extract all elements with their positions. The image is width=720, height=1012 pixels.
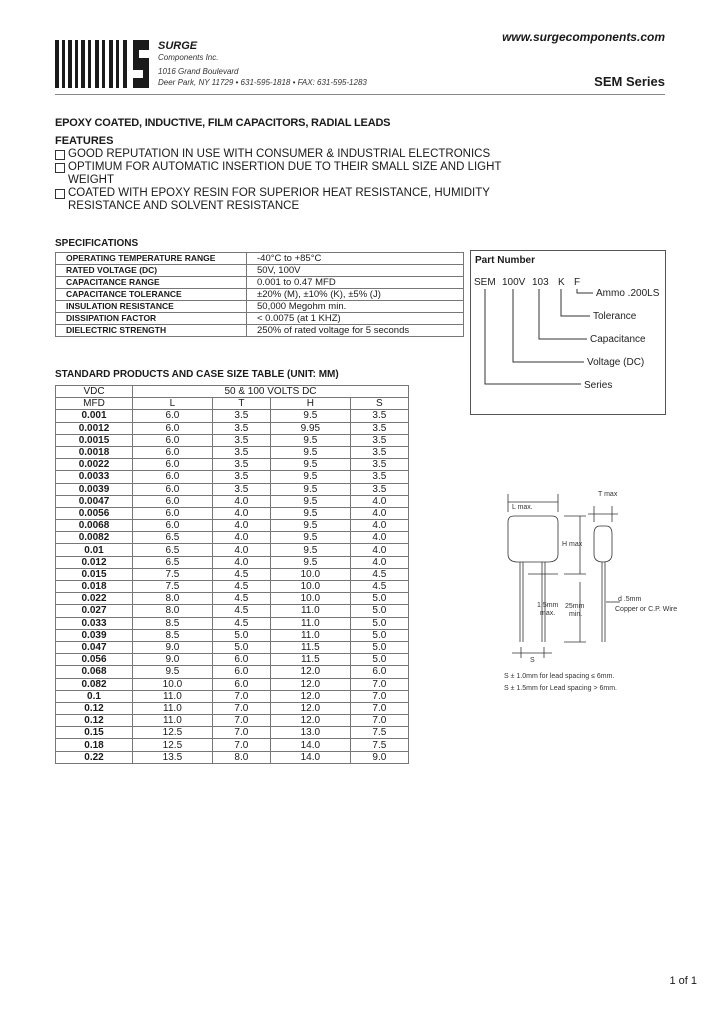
dimension-cell: 5.0 <box>350 593 408 605</box>
spec-value: < 0.0075 (at 1 KHZ) <box>247 313 464 325</box>
table-row <box>56 556 409 568</box>
dimension-cell: 5.0 <box>350 654 408 666</box>
surge-logo <box>55 40 151 88</box>
dimension-cell: 3.5 <box>212 446 270 458</box>
lead-spacing-label: S <box>530 657 535 664</box>
dimension-cell: 6.0 <box>133 434 213 446</box>
dimension-cell: 6.0 <box>133 495 213 507</box>
dimension-cell: 4.5 <box>350 568 408 580</box>
wire-material-label: Copper or C.P. Wire <box>615 606 678 613</box>
spec-label: DISSIPATION FACTOR <box>56 313 247 325</box>
spec-label: CAPACITANCE TOLERANCE <box>56 289 247 301</box>
capacitor-dimension-drawing <box>490 482 695 697</box>
dimension-cell: 4.5 <box>212 617 270 629</box>
table-row <box>56 739 409 751</box>
dimension-cell: 6.0 <box>133 483 213 495</box>
lead-length-label: 1.5mm <box>537 602 559 609</box>
page-number: 1 of 1 <box>669 975 697 987</box>
dimension-cell: 4.0 <box>212 532 270 544</box>
standard-table-heading: STANDARD PRODUCTS AND CASE SIZE TABLE (UNIT: MM) <box>55 369 339 380</box>
dimension-cell: 3.5 <box>350 410 408 422</box>
dimension-cell: 13.0 <box>270 727 350 739</box>
column-header: H <box>270 398 350 410</box>
t-max-label: T max <box>598 491 618 498</box>
mfd-cell: 0.01 <box>56 544 133 556</box>
mfd-cell: 0.012 <box>56 556 133 568</box>
table-row <box>56 666 409 678</box>
dimension-cell: 6.0 <box>133 471 213 483</box>
mfd-cell: 0.0047 <box>56 495 133 507</box>
dimension-cell: 3.5 <box>350 446 408 458</box>
dimension-cell: 6.0 <box>133 459 213 471</box>
spec-row <box>56 265 464 277</box>
table-row <box>56 446 409 458</box>
dimension-cell: 11.0 <box>270 617 350 629</box>
spec-label: CAPACITANCE RANGE <box>56 277 247 289</box>
dimension-cell: 9.5 <box>270 459 350 471</box>
mfd-cell: 0.18 <box>56 739 133 751</box>
mfd-cell: 0.068 <box>56 666 133 678</box>
mfd-cell: 0.082 <box>56 678 133 690</box>
dimension-cell: 8.0 <box>133 605 213 617</box>
column-header: T <box>212 398 270 410</box>
features-heading: FEATURES <box>55 135 114 147</box>
table-row <box>56 544 409 556</box>
dimension-cell: 12.0 <box>270 702 350 714</box>
table-row <box>56 690 409 702</box>
dimension-cell: 10.0 <box>133 678 213 690</box>
dimension-cell: 9.5 <box>270 544 350 556</box>
dimension-cell: 6.5 <box>133 556 213 568</box>
dimension-cell: 7.0 <box>212 702 270 714</box>
table-row <box>56 727 409 739</box>
table-row <box>56 715 409 727</box>
dimension-cell: 3.5 <box>212 422 270 434</box>
dimension-cell: 10.0 <box>270 593 350 605</box>
company-address: 1016 Grand Boulevard <box>158 67 239 76</box>
checkbox-icon <box>55 189 65 199</box>
part-number-box <box>470 250 666 415</box>
dimension-cell: 9.5 <box>270 507 350 519</box>
dimension-cell: 9.0 <box>350 751 408 763</box>
dimension-cell: 11.0 <box>270 605 350 617</box>
table-row <box>56 617 409 629</box>
table-row <box>56 605 409 617</box>
dimension-cell: 9.5 <box>133 666 213 678</box>
dimension-cell: 6.0 <box>133 507 213 519</box>
dimension-cell: 7.5 <box>350 739 408 751</box>
table-row <box>56 495 409 507</box>
code-tolerance: K <box>558 277 565 288</box>
series-title: SEM Series <box>594 74 665 89</box>
dimension-cell: 4.0 <box>212 544 270 556</box>
spec-label: OPERATING TEMPERATURE RANGE <box>56 253 247 265</box>
spec-value: 250% of rated voltage for 5 seconds <box>247 325 464 337</box>
dimension-cell: 13.5 <box>133 751 213 763</box>
dimension-cell: 7.0 <box>212 715 270 727</box>
dimension-cell: 7.5 <box>350 727 408 739</box>
document-title: EPOXY COATED, INDUCTIVE, FILM CAPACITORS, RADIAL LEADS <box>55 117 391 129</box>
dimension-cell: 12.5 <box>133 739 213 751</box>
dimension-cell: 6.0 <box>133 520 213 532</box>
column-header: MFD <box>56 398 133 410</box>
mfd-cell: 0.047 <box>56 641 133 653</box>
dimension-cell: 4.0 <box>212 507 270 519</box>
mfd-cell: 0.0033 <box>56 471 133 483</box>
dimension-cell: 4.0 <box>212 495 270 507</box>
label-series: Series <box>584 380 613 391</box>
spec-row <box>56 313 464 325</box>
feature-item: GOOD REPUTATION IN USE WITH CONSUMER & INDUSTRIAL ELECTRONICS <box>55 148 515 161</box>
website-link[interactable]: www.surgecomponents.com <box>502 30 665 44</box>
mfd-cell: 0.15 <box>56 727 133 739</box>
spec-value: 50V, 100V <box>247 265 464 277</box>
dimension-cell: 11.5 <box>270 654 350 666</box>
spec-value: 50,000 Megohm min. <box>247 301 464 313</box>
part-number-diagram <box>471 251 665 414</box>
company-contact: Deer Park, NY 11729 • 631-595-1818 • FAX: 631-595-1283 <box>158 78 367 87</box>
spec-row <box>56 301 464 313</box>
mfd-cell: 0.033 <box>56 617 133 629</box>
dimension-cell: 8.0 <box>133 593 213 605</box>
label-packaging: Ammo .200LS <box>596 288 660 299</box>
company-subname: Components Inc. <box>158 53 219 62</box>
dimension-cell: 6.0 <box>212 666 270 678</box>
dimension-cell: 4.5 <box>212 581 270 593</box>
table-header-row <box>56 398 409 410</box>
dimension-cell: 10.0 <box>270 568 350 580</box>
dimension-cell: 4.0 <box>350 507 408 519</box>
dimension-cell: 5.0 <box>212 641 270 653</box>
dimension-cell: 9.5 <box>270 434 350 446</box>
dimension-cell: 8.5 <box>133 617 213 629</box>
dimension-cell: 4.0 <box>350 520 408 532</box>
dimension-cell: 10.0 <box>270 581 350 593</box>
dimension-cell: 9.5 <box>270 495 350 507</box>
checkbox-icon <box>55 150 65 160</box>
dimension-cell: 3.5 <box>350 471 408 483</box>
dimension-cell: 9.5 <box>270 532 350 544</box>
dimension-cell: 8.0 <box>212 751 270 763</box>
table-group-row <box>56 386 409 398</box>
mfd-cell: 0.22 <box>56 751 133 763</box>
dimension-cell: 12.0 <box>270 715 350 727</box>
dimension-cell: 3.5 <box>212 459 270 471</box>
mfd-cell: 0.0022 <box>56 459 133 471</box>
h-max-label: H max <box>562 541 583 548</box>
table-row <box>56 593 409 605</box>
table-row <box>56 520 409 532</box>
dimension-cell: 7.0 <box>212 739 270 751</box>
dimension-cell: 11.0 <box>133 702 213 714</box>
dimension-cell: 5.0 <box>350 605 408 617</box>
dimension-cell: 11.0 <box>270 629 350 641</box>
dimension-cell: 3.5 <box>212 434 270 446</box>
dimension-cell: 6.0 <box>212 654 270 666</box>
dimension-cell: 8.5 <box>133 629 213 641</box>
min-length-min-label: min. <box>569 611 583 618</box>
dimension-cell: 9.95 <box>270 422 350 434</box>
dimension-cell: 3.5 <box>350 422 408 434</box>
dimension-cell: 11.0 <box>133 715 213 727</box>
dimension-cell: 7.0 <box>212 727 270 739</box>
dimension-cell: 3.5 <box>212 410 270 422</box>
dimension-cell: 9.5 <box>270 483 350 495</box>
spec-value: -40°C to +85°C <box>247 253 464 265</box>
dimension-cell: 4.5 <box>350 581 408 593</box>
min-length-label: 25mm <box>565 603 585 610</box>
mfd-cell: 0.018 <box>56 581 133 593</box>
dimension-cell: 5.0 <box>350 629 408 641</box>
dimension-cell: 3.5 <box>212 483 270 495</box>
table-row <box>56 568 409 580</box>
dimension-cell: 6.0 <box>133 422 213 434</box>
spec-value: 0.001 to 0.47 MFD <box>247 277 464 289</box>
feature-item: COATED WITH EPOXY RESIN FOR SUPERIOR HEAT RESISTANCE, HUMIDITY RESISTANCE AND SOLVENT RESISTANCE <box>55 187 515 213</box>
dimension-cell: 4.5 <box>212 568 270 580</box>
mfd-cell: 0.022 <box>56 593 133 605</box>
features-list <box>55 148 515 213</box>
dimension-cell: 12.0 <box>270 690 350 702</box>
dimension-cell: 3.5 <box>212 471 270 483</box>
specifications-table <box>55 252 464 337</box>
table-row <box>56 507 409 519</box>
dimension-cell: 7.0 <box>350 678 408 690</box>
dimension-cell: 9.5 <box>270 556 350 568</box>
table-row <box>56 459 409 471</box>
dimension-cell: 4.5 <box>212 593 270 605</box>
header-divider <box>55 94 665 95</box>
feature-item: OPTIMUM FOR AUTOMATIC INSERTION DUE TO THEIR SMALL SIZE AND LIGHT WEIGHT <box>55 161 515 187</box>
table-row <box>56 410 409 422</box>
code-capacitance: 103 <box>532 277 549 288</box>
code-voltage: 100V <box>502 277 526 288</box>
mfd-cell: 0.12 <box>56 715 133 727</box>
table-row <box>56 532 409 544</box>
dimension-cell: 5.0 <box>212 629 270 641</box>
dimension-cell: 4.0 <box>212 520 270 532</box>
table-row <box>56 629 409 641</box>
dimension-cell: 3.5 <box>350 459 408 471</box>
mfd-cell: 0.001 <box>56 410 133 422</box>
code-packaging: F <box>574 277 581 288</box>
dimension-cell: 7.0 <box>212 690 270 702</box>
dimension-cell: 6.5 <box>133 532 213 544</box>
mfd-cell: 0.015 <box>56 568 133 580</box>
spacing-note-1: S ± 1.0mm for lead spacing ≤ 6mm. <box>504 673 615 680</box>
dimension-cell: 4.0 <box>350 495 408 507</box>
table-row <box>56 751 409 763</box>
dimension-cell: 6.0 <box>350 666 408 678</box>
mfd-cell: 0.0039 <box>56 483 133 495</box>
spec-row <box>56 253 464 265</box>
dimension-cell: 9.0 <box>133 641 213 653</box>
dimension-cell: 12.0 <box>270 666 350 678</box>
dimension-cell: 5.0 <box>350 641 408 653</box>
capacitor-body-front <box>508 516 558 562</box>
dimension-cell: 4.0 <box>212 556 270 568</box>
dimension-cell: 9.5 <box>270 410 350 422</box>
spec-label: RATED VOLTAGE (DC) <box>56 265 247 277</box>
specifications-heading: SPECIFICATIONS <box>55 238 139 249</box>
checkbox-icon <box>55 163 65 173</box>
dimension-cell: 6.0 <box>212 678 270 690</box>
table-row <box>56 654 409 666</box>
vdc-header: VDC <box>56 386 133 398</box>
label-voltage: Voltage (DC) <box>587 357 645 368</box>
table-row <box>56 641 409 653</box>
dimension-cell: 4.0 <box>350 532 408 544</box>
dimension-cell: 6.5 <box>133 544 213 556</box>
company-name: SURGE <box>158 40 198 52</box>
spec-row <box>56 325 464 337</box>
dimension-cell: 9.5 <box>270 446 350 458</box>
dimension-cell: 11.5 <box>270 641 350 653</box>
table-row <box>56 483 409 495</box>
mfd-cell: 0.0082 <box>56 532 133 544</box>
capacitor-body-side <box>594 526 612 562</box>
table-row <box>56 702 409 714</box>
dimension-cell: 9.0 <box>133 654 213 666</box>
dimension-cell: 4.0 <box>350 544 408 556</box>
label-capacitance: Capacitance <box>590 334 646 345</box>
mfd-cell: 0.0018 <box>56 446 133 458</box>
spec-label: DIELECTRIC STRENGTH <box>56 325 247 337</box>
dimension-cell: 3.5 <box>350 483 408 495</box>
dimension-cell: 12.0 <box>270 678 350 690</box>
mfd-cell: 0.0068 <box>56 520 133 532</box>
dimension-cell: 4.0 <box>350 556 408 568</box>
table-row <box>56 422 409 434</box>
dimension-cell: 7.0 <box>350 690 408 702</box>
mfd-cell: 0.1 <box>56 690 133 702</box>
code-series: SEM <box>474 277 496 288</box>
mfd-cell: 0.056 <box>56 654 133 666</box>
dimension-cell: 5.0 <box>350 617 408 629</box>
table-row <box>56 678 409 690</box>
lead-length-max-label: max. <box>540 610 556 617</box>
dimension-cell: 14.0 <box>270 751 350 763</box>
part-number-title: Part Number <box>475 255 536 266</box>
dimension-cell: 7.5 <box>133 581 213 593</box>
spec-row <box>56 277 464 289</box>
table-row <box>56 471 409 483</box>
mfd-cell: 0.0056 <box>56 507 133 519</box>
voltage-group-header: 50 & 100 VOLTS DC <box>133 386 409 398</box>
mfd-cell: 0.0015 <box>56 434 133 446</box>
column-header: S <box>350 398 408 410</box>
dimension-cell: 7.5 <box>133 568 213 580</box>
dimension-cell: 9.5 <box>270 471 350 483</box>
dimension-cell: 11.0 <box>133 690 213 702</box>
dimension-cell: 7.0 <box>350 715 408 727</box>
mfd-cell: 0.027 <box>56 605 133 617</box>
spec-value: ±20% (M), ±10% (K), ±5% (J) <box>247 289 464 301</box>
table-row <box>56 581 409 593</box>
label-tolerance: Tolerance <box>593 311 637 322</box>
l-max-label: L max. <box>512 504 533 511</box>
mfd-cell: 0.0012 <box>56 422 133 434</box>
wire-diameter-label: d .5mm <box>618 596 642 603</box>
dimension-cell: 4.5 <box>212 605 270 617</box>
column-header: L <box>133 398 213 410</box>
dimension-cell: 12.5 <box>133 727 213 739</box>
dimension-cell: 9.5 <box>270 520 350 532</box>
dimension-cell: 14.0 <box>270 739 350 751</box>
table-row <box>56 434 409 446</box>
mfd-cell: 0.039 <box>56 629 133 641</box>
spec-label: INSULATION RESISTANCE <box>56 301 247 313</box>
spacing-note-2: S ± 1.5mm for Lead spacing > 6mm. <box>504 685 617 692</box>
dimension-cell: 7.0 <box>350 702 408 714</box>
dimension-cell: 6.0 <box>133 410 213 422</box>
standard-products-table <box>55 385 409 764</box>
dimension-cell: 3.5 <box>350 434 408 446</box>
mfd-cell: 0.12 <box>56 702 133 714</box>
spec-row <box>56 289 464 301</box>
dimension-cell: 6.0 <box>133 446 213 458</box>
